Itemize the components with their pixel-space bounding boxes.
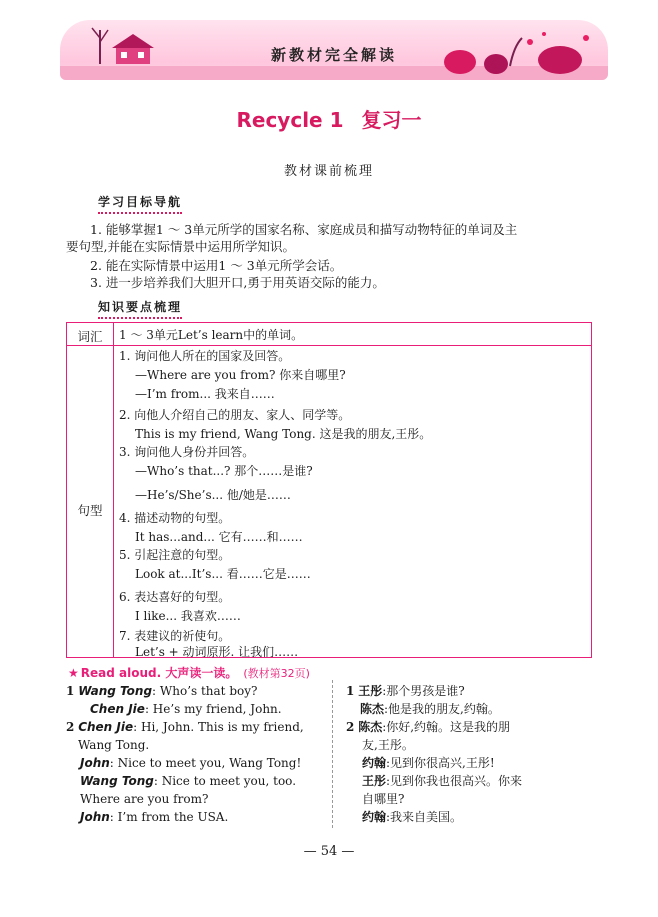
chinese-dialogue [346,682,522,826]
column-divider [332,680,333,828]
dialogue-text: :他是我的朋友,约翰。 [384,702,500,716]
knowledge-heading: 知识要点梳理 [98,298,182,319]
pattern-example: —He’s/She’s... 他/她是…… [135,488,291,502]
speaker-name: John [80,810,110,824]
pattern-example: It has...and... 它有……和…… [135,530,303,544]
dialogue-text: : Nice to meet you, Wang Tong! [109,756,302,770]
dialogue-text: : Nice to meet you, too. [153,774,297,788]
read-aloud-note: (教材第32页) [243,667,310,680]
dialogue-text: :我来自美国。 [386,810,463,824]
dialogue-line [346,718,522,736]
pattern-item [119,547,311,582]
page-title-en: Recycle 1 [236,108,344,132]
speaker-name: 王彤 [358,684,383,698]
pattern-title: 6. 表达喜好的句型。 [119,590,231,604]
speaker-name: Chen Jie [78,720,134,734]
pattern-title: 7. 表建议的祈使句。 [119,629,231,643]
dialogue-line: 友,王彤。 [362,738,414,752]
pattern-item [119,407,431,442]
goal-item-3: 3. 进一步培养我们大胆开口,勇于用英语交际的能力。 [90,275,385,290]
dialogue-line [80,754,304,772]
pattern-item [119,589,241,624]
read-aloud-heading [68,664,310,681]
speaker-name: 陈杰 [358,720,383,734]
dialogue-number: 2 [346,720,355,734]
pattern-example: I like... 我喜欢…… [135,609,241,623]
dialogue-line [80,772,304,790]
pattern-item [119,628,298,660]
dialogue-line [360,700,522,718]
goal-item-2: 2. 能在实际情景中运用1 ～ 3单元所学会话。 [90,258,343,273]
vocab-label: 词汇 [77,329,103,344]
dialogue-text: : I’m from the USA. [109,810,229,824]
dialogue-line [346,682,522,700]
pattern-example: —I’m from... 我来自…… [135,387,275,401]
header-banner [60,20,608,80]
dialogue-text: : He’s my friend, John. [144,702,282,716]
dialogue-line [66,682,304,700]
dialogue-text: :那个男孩是谁? [382,684,465,698]
dialogue-text: : Hi, John. This is my friend, [133,720,304,734]
page-title-zh: 复习一 [361,108,422,132]
table-column-divider [113,323,114,657]
knowledge-table [66,322,592,658]
pattern-example: Let’s + 动词原形. 让我们…… [135,645,299,659]
pattern-title: 3. 询问他人身份并回答。 [119,445,255,459]
pattern-item [119,348,346,402]
goal-item-1 [66,221,596,255]
pattern-item [119,444,313,503]
dialogue-line [362,772,522,790]
dialogue-text: :你好,约翰。这是我的朋 [382,720,511,734]
speaker-name: 约翰 [362,810,387,824]
star-icon: ★ [68,666,79,680]
speaker-name: 约翰 [362,756,387,770]
english-dialogue [66,682,304,826]
dialogue-line [80,808,304,826]
dialogue-text: : Who’s that boy? [152,684,258,698]
speaker-name: 王彤 [362,774,387,788]
dialogue-line: Wang Tong. [78,738,150,752]
pattern-title: 1. 询问他人所在的国家及回答。 [119,349,291,363]
dialogue-line [362,808,522,826]
pattern-example: —Who’s that...? 那个……是谁? [135,464,313,478]
speaker-name: Wang Tong [80,774,154,788]
pattern-example: —Where are you from? 你来自哪里? [135,368,346,382]
dialogue-text: :见到你很高兴,王彤! [386,756,495,770]
header-title: 新教材完全解读 [270,46,397,64]
pattern-example: Look at...It’s... 看……它是…… [135,567,311,581]
goal-1-line-1: 1. 能够掌握1 ～ 3单元所学的国家名称、家庭成员和描写动物特征的单词及主 [90,222,518,237]
speaker-name: Wang Tong [78,684,153,698]
dialogue-number: 2 [66,720,75,734]
pattern-title: 5. 引起注意的句型。 [119,548,231,562]
goals-heading: 学习目标导航 [98,193,182,214]
dialogue-number: 1 [66,684,75,698]
dialogue-line: Where are you from? [80,792,209,806]
dialogue-number: 1 [346,684,355,698]
pattern-item [119,510,303,545]
speaker-name: John [80,756,110,770]
pattern-title: 2. 向他人介绍自己的朋友、家人、同学等。 [119,408,351,422]
pattern-title: 4. 描述动物的句型。 [119,511,231,525]
speaker-name: Chen Jie [90,702,145,716]
page-number: — 54 — [303,844,355,859]
pattern-example: This is my friend, Wang Tong. 这是我的朋友,王彤。 [135,427,432,441]
dialogue-line [362,754,522,772]
page-title [0,104,658,133]
speaker-name: 陈杰 [360,702,385,716]
section-heading: 教材课前梳理 [283,164,374,179]
table-row-divider [67,345,591,346]
dialogue-line [66,718,304,736]
patterns-label: 句型 [77,503,103,518]
vocab-text: 1 ～ 3单元Let’s learn中的单词。 [119,328,304,342]
dialogue-line: 自哪里? [362,792,405,806]
dialogue-text: :见到你我也很高兴。你来 [386,774,523,788]
read-aloud-label: Read aloud. 大声读一读。 [80,666,238,680]
goal-1-line-2: 要句型,并能在实际情景中运用所学知识。 [66,239,295,254]
dialogue-line [90,700,304,718]
